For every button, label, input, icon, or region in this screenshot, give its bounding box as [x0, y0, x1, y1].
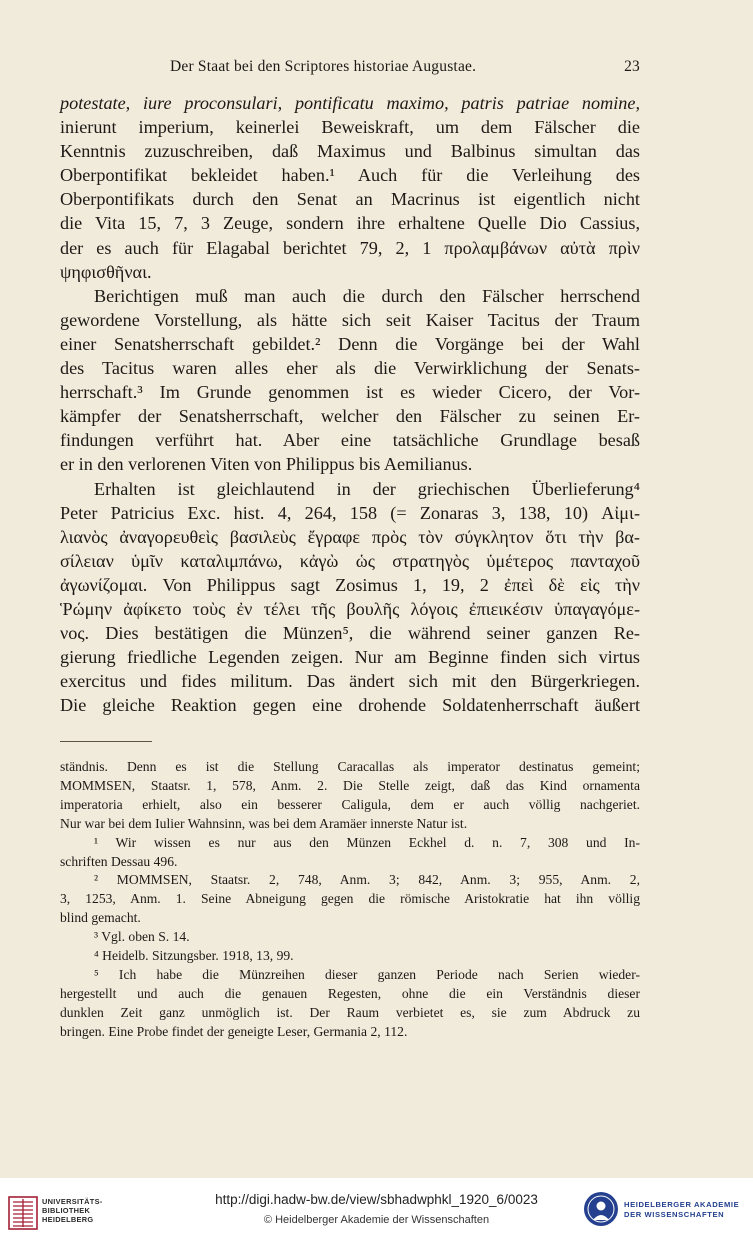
permalink-url[interactable]: http://digi.hadw-bw.de/view/sbhadwphkl_1920_6/0023 [215, 1192, 538, 1207]
footnote-line: 3, 1253, Anm. 1. Seine Abneigung gegen die römische Aristokratie hat ihn völlig [60, 891, 640, 907]
text-line: Oberpontifikats durch den Senat an Macrinus ist eigentlich nicht [60, 189, 640, 210]
body-text [60, 91, 640, 717]
text-line: findungen verführt hat. Aber eine tatsächliche Grundlage besaß [60, 430, 640, 451]
text-line: λιανὸς ἀναγορευθεὶς βασιλεὺς ἔγραφε πρὸς τὸν σύγκλητον ὅτι τὴν βα- [60, 526, 640, 547]
text-line: inierunt imperium, keinerlei Beweiskraft, um dem Fälscher die [60, 117, 640, 138]
text-line: ἀγωνίζομαι. Von Philippus sagt Zosimus 1, 19, 2 ἐπεὶ δὲ εἰς τὴν [60, 574, 640, 595]
footnote-line: ⁵ Ich habe die Münzreihen dieser ganzen Periode nach Serien wieder- [94, 966, 640, 982]
footnote-rule [60, 741, 152, 742]
text-line: σίλειαν ὑμῖν καταλιμπάνω, κἀγὼ ὡς στρατηγὸς ὑμέτερος πανταχοῦ [60, 550, 640, 571]
library-name: UNIVERSITÄTS- BIBLIOTHEK HEIDELBERG [42, 1197, 103, 1224]
text-line: Berichtigen muß man auch die durch den Fälscher herrschend [94, 285, 640, 306]
footnote-1 [60, 834, 640, 872]
footnote-line: imperatoria erhielt, also ein besserer Caligula, dem er auch völlig nachgeriet. [60, 796, 640, 812]
text-line: exercitus und fides militum. Das ändert sich mit den Bürgerkriegen. [60, 671, 640, 692]
footnote-2 [60, 871, 640, 928]
footnotes [60, 758, 640, 1042]
paragraph-2 [60, 284, 640, 477]
text-line: potestate, iure proconsulari, pontificatu maximo, patris patriae nomine, [60, 93, 640, 113]
viewer-footer [0, 1178, 753, 1241]
text-line: νος. Dies bestätigen die Münzen⁵, die während seiner ganzen Re- [60, 623, 640, 644]
footnote-5 [60, 966, 640, 1042]
academy-name: HEIDELBERGER AKADEMIE DER WISSENSCHAFTEN [624, 1200, 740, 1219]
text-line: herrschaft.³ Im Grunde genommen ist es wieder Cicero, der Vor- [60, 382, 640, 403]
footnote-3 [60, 928, 640, 947]
footnote-continuation [60, 758, 640, 834]
running-title: Der Staat bei den Scriptores historiae Augustae. [170, 58, 477, 75]
text-line: des Tacitus waren alles eher als die Verwirklichung der Senats- [60, 358, 640, 379]
footnote-line: Nur war bei dem Iulier Wahnsinn, was bei dem Aramäer innerste Natur ist. [60, 815, 468, 831]
footnote-line: hergestellt und auch die genauen Regesten, ohne die ein Verständnis dieser [60, 985, 640, 1001]
text-line: gewordene Vorstellung, als hätte sich seit Kaiser Tacitus der Traum [60, 309, 640, 330]
paragraph-3 [60, 477, 640, 718]
text-line: Erhalten ist gleichlautend in der griechischen Überlieferung⁴ [94, 478, 640, 499]
academy-seal-icon[interactable] [583, 1191, 619, 1227]
footnote-line: ² MOMMSEN, Staatsr. 2, 748, Anm. 3; 842, Anm. 3; 955, Anm. 2, [94, 872, 640, 888]
text-line: der es auch für Elagabal berichtet 79, 2, 1 προλαμβάνων αὐτὰ πρὶν [60, 237, 640, 258]
footnote-4 [60, 947, 640, 966]
paragraph-1 [60, 91, 640, 284]
footnote-line: ³ Vgl. oben S. 14. [94, 929, 190, 945]
footnote-line: ¹ Wir wissen es nur aus den Münzen Eckhel d. n. 7, 308 und In- [94, 834, 640, 850]
footnote-line: ständnis. Denn es ist die Stellung Caracallas als imperator destinatus gemeint; [60, 759, 640, 774]
footnote-line: bringen. Eine Probe findet der geneigte Leser, Germania 2, 112. [60, 1023, 408, 1039]
text-line: einer Senatsherrschaft gebildet.² Denn die Vorgänge bei der Wahl [60, 333, 640, 354]
text-line: gierung friedliche Legenden zeigen. Nur am Beginne finden sich virtus [60, 647, 640, 668]
text-line: Ῥώμην ἀφίκετο τοὺς ἐν τέλει τῆς βουλῆς λόγοις ἐπιεικέσιν ὑπαγαγόμε- [60, 598, 640, 619]
footnote-line: ⁴ Heidelb. Sitzungsber. 1918, 13, 99. [94, 948, 294, 964]
page-number: 23 [624, 58, 640, 75]
text-line: Die gleiche Reaktion gegen eine drohende Soldatenherrschaft äußert [60, 695, 640, 716]
text-line: Kenntnis zuzuschreiben, daß Maximus und Balbinus simultan das [60, 141, 640, 162]
copyright-notice: © Heidelberger Akademie der Wissenschaften [263, 1214, 490, 1226]
text-line: er in den verlorenen Viten von Philippus bis Aemilianus. [60, 454, 473, 475]
text-line: Oberpontifikat bekleidet haben.¹ Auch für die Verleihung des [60, 165, 640, 186]
text-line: kämpfer der Senatsherrschaft, welcher den Fälscher zu seinen Er- [60, 406, 640, 427]
footnote-line: blind gemacht. [60, 910, 141, 926]
text-line: die Vita 15, 7, 3 Zeuge, sondern ihre erhaltene Quelle Dio Cassius, [60, 213, 640, 234]
footnote-line: dunklen Zeit ganz unmöglich ist. Der Raum verbietet es, sie zum Abdruck zu [60, 1004, 640, 1020]
footnote-line: schriften Dessau 496. [60, 853, 178, 869]
footnote-line: MOMMSEN, Staatsr. 1, 578, Anm. 2. Die Stelle zeigt, daß das Kind ornamenta [60, 777, 640, 793]
text-line: Peter Patricius Exc. hist. 4, 264, 158 (= Zonaras 3, 138, 10) Αἰμι- [60, 502, 640, 523]
text-line: ψηφισθῆναι. [60, 261, 152, 282]
